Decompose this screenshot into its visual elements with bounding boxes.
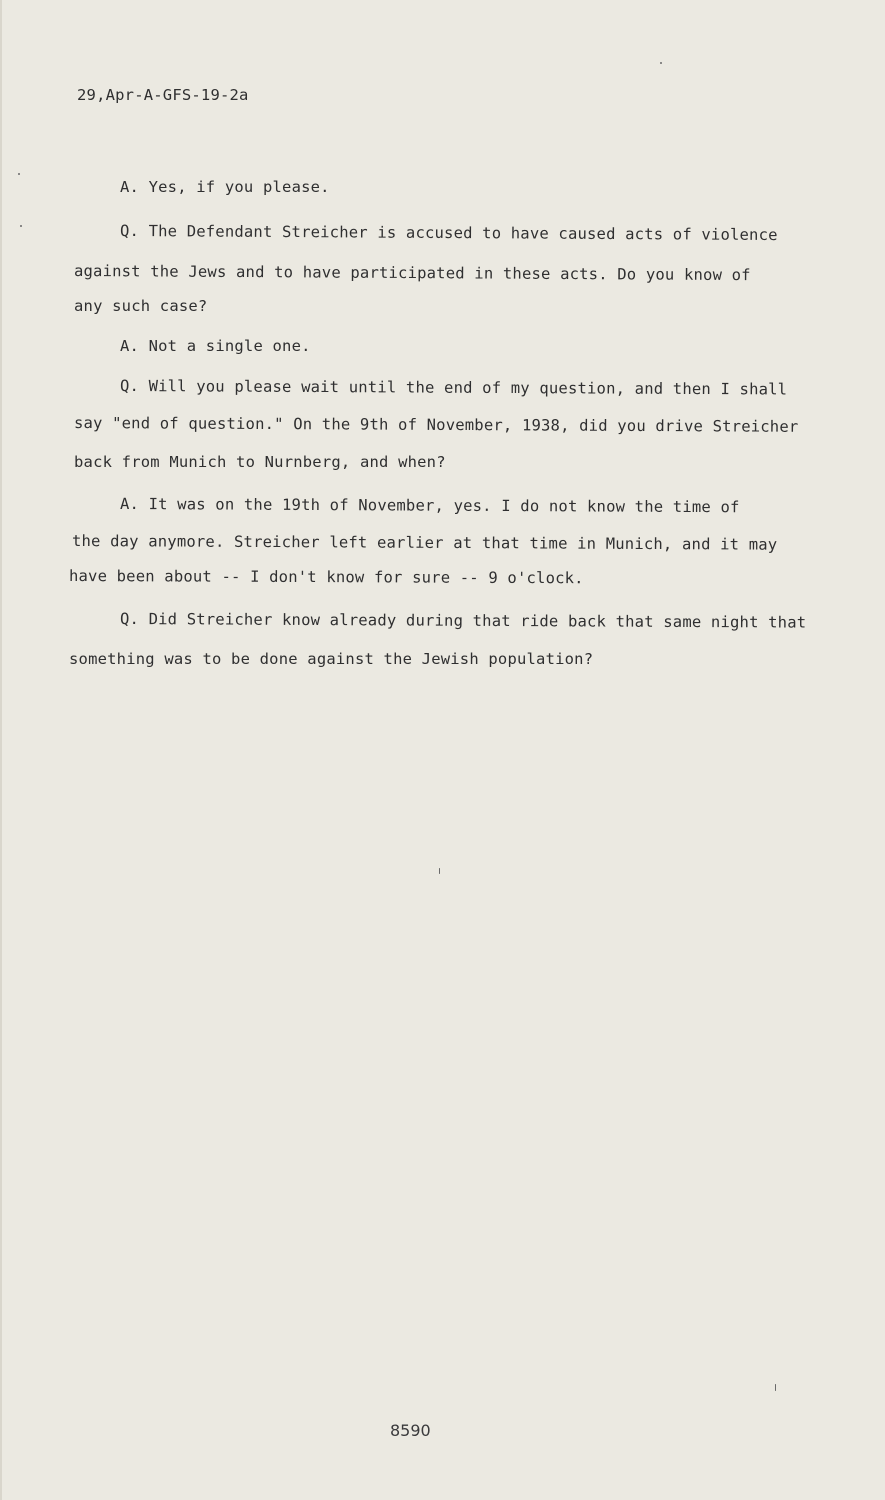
paper-speck bbox=[660, 62, 662, 64]
testimony-line: against the Jews and to have participated in these acts. Do you know of bbox=[73, 262, 751, 285]
document-reference: 29,Apr-A-GFS-19-2a bbox=[77, 86, 249, 104]
testimony-line: back from Munich to Nurnberg, and when? bbox=[74, 453, 446, 471]
testimony-line: have been about -- I don't know for sure -- 9 o'clock. bbox=[68, 567, 584, 588]
testimony-line: A. It was on the 19th of November, yes. I do not know the time of bbox=[119, 495, 740, 517]
paper-speck bbox=[775, 1384, 776, 1391]
paper-speck bbox=[439, 868, 440, 874]
testimony-line: something was to be done against the Jewish population? bbox=[69, 650, 594, 668]
testimony-line: Q. The Defendant Streicher is accused to have caused acts of violence bbox=[119, 222, 778, 245]
testimony-line: the day anymore. Streicher left earlier at that time in Munich, and it may bbox=[71, 532, 778, 554]
paper-speck bbox=[20, 225, 22, 227]
testimony-line: A. Not a single one. bbox=[120, 337, 311, 355]
page-number: 8590 bbox=[390, 1421, 431, 1440]
testimony-line: Q. Will you please wait until the end of my question, and then I shall bbox=[119, 377, 788, 399]
testimony-line: any such case? bbox=[74, 297, 208, 315]
testimony-line: A. Yes, if you please. bbox=[120, 178, 330, 196]
paper-speck bbox=[18, 173, 20, 175]
testimony-line: Q. Did Streicher know already during that ride back that same night that bbox=[119, 610, 807, 632]
testimony-line: say "end of question." On the 9th of November, 1938, did you drive Streicher bbox=[73, 414, 799, 436]
